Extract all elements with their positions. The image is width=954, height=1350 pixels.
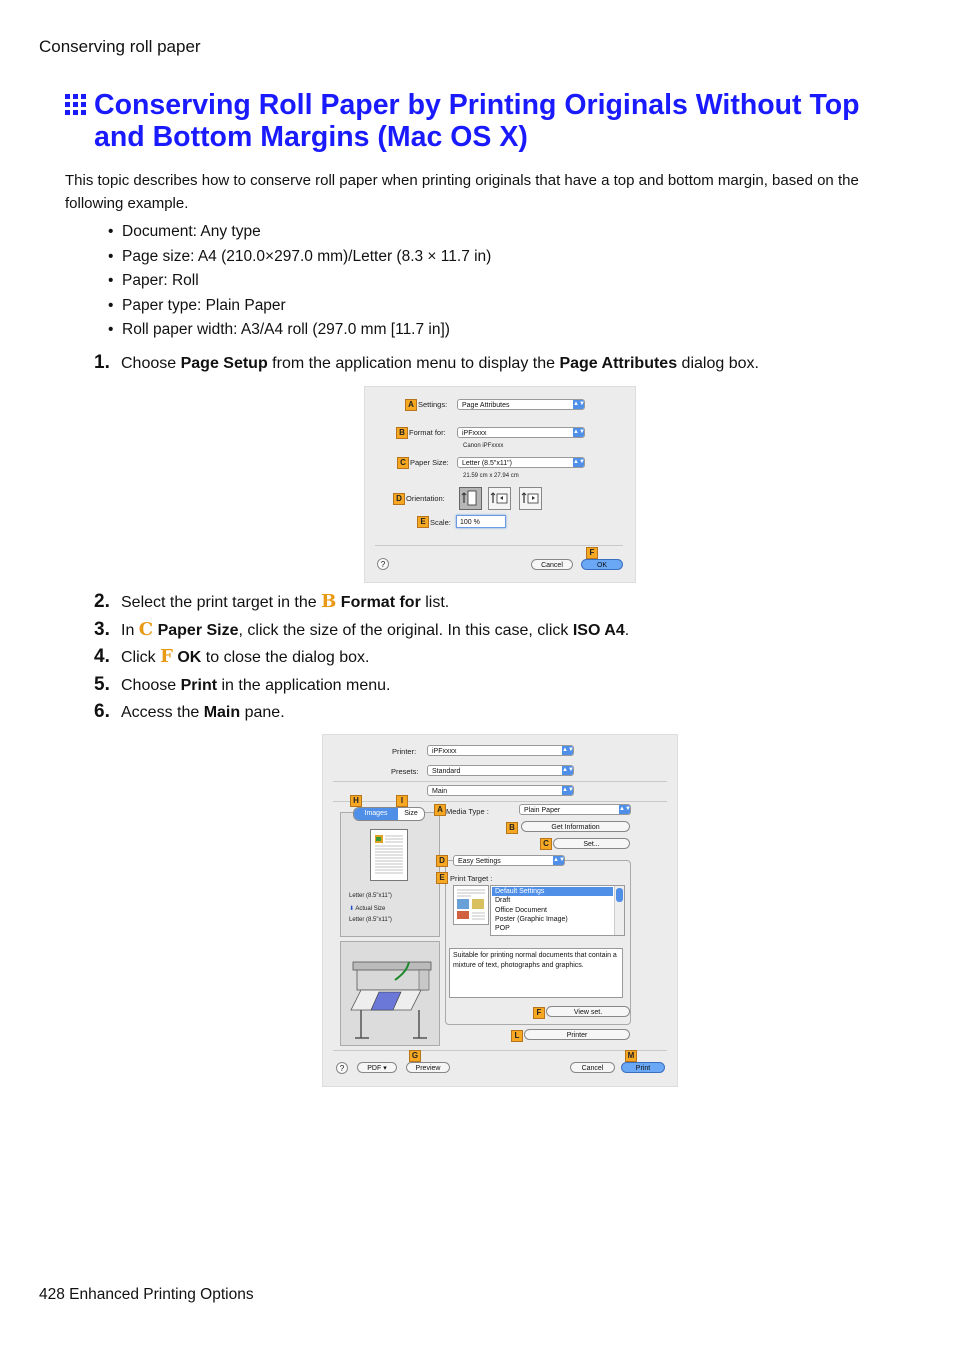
callout-d: D [393, 493, 405, 505]
callout-e: E [436, 872, 448, 884]
page-preview-image [370, 829, 408, 881]
callout-e: E [417, 516, 429, 528]
page-title: Conserving Roll Paper by Printing Originals Without Top and Bottom Margins (Mac OS X) [94, 89, 860, 153]
page-attributes-dialog [364, 386, 636, 583]
callout-b: B [396, 427, 408, 439]
cancel-button[interactable]: Cancel [531, 559, 573, 570]
printer-illustration-pane [340, 941, 440, 1046]
presets-label: Presets: [391, 767, 419, 776]
callout-a: A [434, 804, 446, 816]
list-item: • Paper: Roll [122, 269, 491, 294]
print-target-thumbnail [453, 885, 489, 925]
list-item[interactable]: Default Settings [492, 887, 613, 896]
preview-media-size: Letter (8.5"x11") [349, 893, 392, 899]
step-2: 2. Select the print target in the B Format for list. [94, 591, 450, 612]
chevron-down-icon: ▲▼ [562, 747, 574, 753]
preview-output-size: Letter (8.5"x11") [349, 917, 392, 923]
pdf-button[interactable]: PDF ▾ [357, 1062, 397, 1073]
view-set-button[interactable]: View set. [546, 1006, 630, 1017]
chevron-down-icon: ▲▼ [553, 857, 565, 863]
list-item: • Roll paper width: A3/A4 roll (297.0 mm [11.7 in]) [122, 318, 491, 343]
scale-input[interactable]: 100 % [456, 515, 506, 528]
list-item[interactable]: Draft [495, 897, 511, 904]
presets-popup[interactable]: Standard ▲▼ [427, 765, 574, 776]
scrollbar[interactable] [614, 886, 624, 935]
chevron-down-icon: ▲▼ [573, 401, 585, 407]
divider [375, 545, 623, 546]
step-5: 5. Choose Print in the application menu. [94, 674, 391, 695]
settings-popup[interactable]: Page Attributes ▲▼ [457, 399, 585, 410]
tab-size[interactable]: Size [404, 810, 418, 817]
divider [333, 1050, 667, 1051]
print-dialog [322, 734, 678, 1087]
paper-size-popup[interactable]: Letter (8.5"x11") ▲▼ [457, 457, 585, 468]
reverse-landscape-orientation-button[interactable] [519, 487, 542, 510]
intro-paragraph: This topic describes how to conserve roll paper when printing originals that have a top and bottom margin, based on the following example. [65, 172, 859, 212]
callout-key: C [138, 619, 154, 640]
callout-c: C [397, 457, 409, 469]
callout-a: A [405, 399, 417, 411]
divider [333, 801, 667, 802]
landscape-icon [489, 488, 510, 509]
callout-d: D [436, 855, 448, 867]
list-item: • Paper type: Plain Paper [122, 294, 491, 319]
preview-tabs [353, 807, 425, 821]
chevron-down-icon: ▲▼ [562, 787, 574, 793]
help-button[interactable]: ? [336, 1062, 348, 1074]
callout-i: I [396, 795, 408, 807]
format-for-popup[interactable]: iPFxxxx ▲▼ [457, 427, 585, 438]
chevron-down-icon: ▲▼ [562, 767, 574, 773]
orientation-label: Orientation: [406, 494, 445, 503]
media-type-label: Media Type : [446, 807, 489, 816]
list-item[interactable]: Poster (Graphic Image) [495, 916, 568, 923]
chevron-down-icon: ▲▼ [619, 806, 631, 812]
scroll-thumb[interactable] [616, 888, 623, 902]
settings-label: Settings: [418, 400, 448, 409]
callout-h: H [350, 795, 362, 807]
print-target-list [490, 885, 625, 936]
list-item[interactable]: POP [495, 925, 510, 932]
preview-scale-line: ⬇ Actual Size [349, 906, 386, 912]
print-button[interactable]: Print [621, 1062, 665, 1073]
list-item: • Page size: A4 (210.0×297.0 mm)/Letter (8.3 × 11.7 in) [122, 245, 491, 270]
callout-key: B [321, 591, 337, 612]
arrow-down-icon: ⬇ [349, 906, 356, 912]
printer-illustration [341, 942, 439, 1045]
landscape-orientation-button[interactable] [488, 487, 511, 510]
chevron-down-icon: ▲▼ [573, 459, 585, 465]
callout-b: B [506, 822, 518, 834]
print-target-label: Print Target : [450, 874, 493, 883]
media-type-popup[interactable]: Plain Paper ▲▼ [519, 804, 631, 815]
paper-size-label: Paper Size: [410, 458, 449, 467]
grid-icon [65, 94, 87, 116]
portrait-icon [460, 488, 481, 509]
document-thumbnail-icon [371, 830, 407, 880]
callout-g: G [409, 1050, 421, 1062]
portrait-orientation-button[interactable] [459, 487, 482, 510]
printer-label: Printer: [392, 747, 417, 756]
pane-popup[interactable]: Main ▲▼ [427, 785, 574, 796]
callout-f: F [533, 1007, 545, 1019]
description-box: Suitable for printing normal documents that contain a mixture of text, photographs and graphics. [449, 948, 623, 998]
printer-button[interactable]: Printer [524, 1029, 630, 1040]
document-thumbnail-icon [454, 886, 488, 924]
step-3: 3. In C Paper Size, click the size of the original. In this case, click ISO A4. [94, 619, 630, 640]
scale-label: Scale: [430, 518, 451, 527]
format-for-label: Format for: [409, 428, 446, 437]
get-information-button[interactable]: Get Information [521, 821, 630, 832]
callout-f: F [586, 547, 598, 559]
printer-popup[interactable]: iPFxxxx ▲▼ [427, 745, 574, 756]
list-item[interactable]: Office Document [495, 907, 548, 914]
set-button[interactable]: Set... [553, 838, 630, 849]
help-button[interactable]: ? [377, 558, 389, 570]
preview-button[interactable]: Preview [406, 1062, 450, 1073]
page-footer: 428 Enhanced Printing Options [39, 1286, 254, 1303]
list-item: • Document: Any type [122, 220, 491, 245]
tab-images[interactable]: Images [354, 808, 398, 820]
step-number: 1. [94, 352, 110, 373]
step-6: 6. Access the Main pane. [94, 701, 285, 722]
easy-settings-popup[interactable]: Easy Settings ▲▼ [453, 855, 565, 866]
step-4: 4. Click F OK to close the dialog box. [94, 646, 370, 667]
callout-l: L [511, 1030, 523, 1042]
ok-button[interactable]: OK [581, 559, 623, 570]
running-header: Conserving roll paper [39, 37, 201, 56]
cancel-button[interactable]: Cancel [570, 1062, 615, 1073]
example-list [122, 220, 491, 343]
paper-size-detail: 21.59 cm x 27.94 cm [463, 473, 519, 479]
callout-key: F [160, 646, 173, 667]
reverse-landscape-icon [520, 488, 541, 509]
callout-m: M [625, 1050, 637, 1062]
callout-c: C [540, 838, 552, 850]
divider [333, 781, 667, 782]
step-1: 1. Choose Page Setup from the application menu to display the Page Attributes dialog box. [94, 349, 759, 376]
format-for-detail: Canon iPFxxxx [463, 443, 504, 449]
chevron-down-icon: ▲▼ [573, 429, 585, 435]
